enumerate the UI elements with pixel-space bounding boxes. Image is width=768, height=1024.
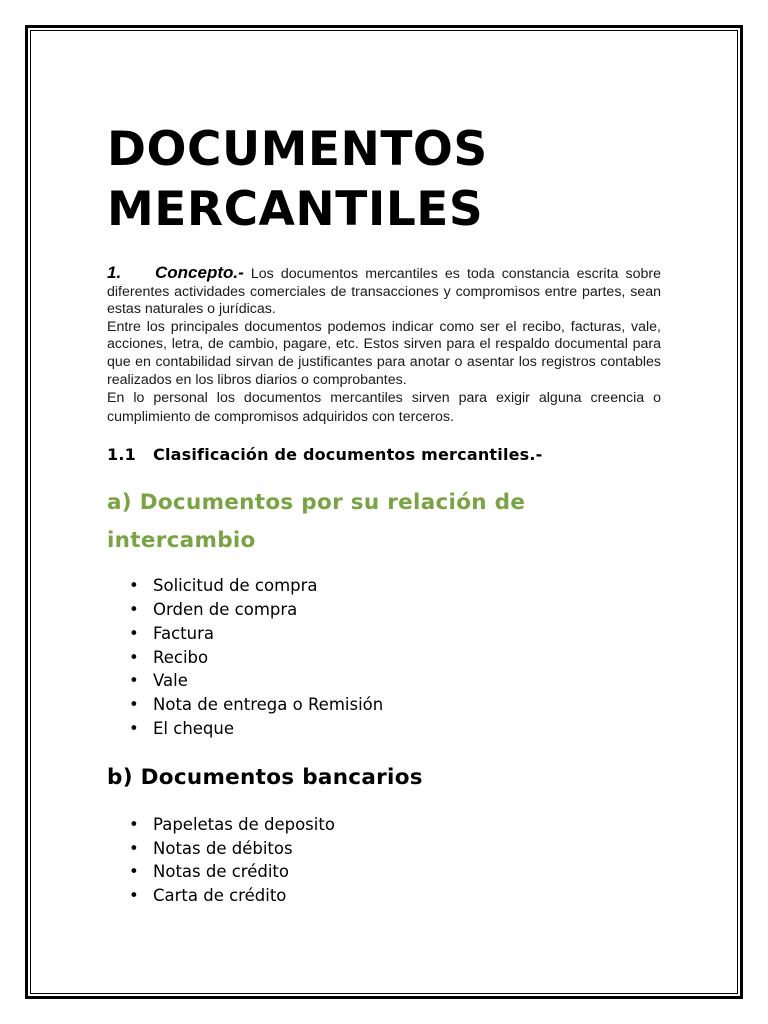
concept-paragraph-3: En lo personal los documentos mercantiles sirven para exigir alguna creencia o cumplimiento de compromisos adquiridos con terceros. (107, 390, 661, 426)
classification-number: 1.1 (107, 445, 136, 465)
bullet-icon: • (129, 718, 139, 738)
list-item (107, 717, 661, 741)
concept-paragraph-2: Entre los principales documentos podemos indicar como ser el recibo, facturas, vale, acciones, letra, de cambio, pagare, etc. Estos sirven para el respaldo documental para que en contabilidad sirvan de justificantes para anotar o asentar los registros contables realizados en los libros diarios o comprobantes. (107, 318, 661, 388)
classification-heading-text: Clasificación de documentos mercantiles.- (153, 445, 543, 465)
document-content (107, 120, 661, 908)
title-line-1: DOCUMENTOS (107, 122, 488, 177)
bullet-icon: • (129, 886, 139, 906)
bullet-icon: • (129, 862, 139, 882)
section-b-heading: b) Documentos bancarios (107, 764, 423, 790)
list-item (107, 884, 661, 908)
bullet-icon: • (129, 695, 139, 715)
bullet-icon: • (129, 576, 139, 596)
section-a-heading: a) Documentos por su relación de intercambio (107, 490, 526, 554)
list-item-text: Solicitud de compra (153, 576, 318, 596)
list-item-text: Nota de entrega o Remisión (153, 695, 384, 715)
list-item-text: Notas de crédito (153, 862, 289, 882)
concept-heading-text: Concepto.- (155, 263, 244, 282)
bullet-icon: • (129, 814, 139, 834)
list-item (107, 693, 661, 717)
concept-intro-text: Los documentos mercantiles es toda constancia escrita sobre diferentes actividades comerciales de transacciones y compromisos entre partes, sean estas naturales o jurídicas. (107, 266, 661, 318)
list-item-text: Carta de crédito (153, 886, 287, 906)
title-line-2: MERCANTILES (107, 182, 484, 237)
list-item (107, 813, 661, 837)
bullet-icon: • (129, 623, 139, 643)
document-title (107, 120, 661, 240)
list-item-text: Notas de débitos (153, 838, 293, 858)
list-item (107, 860, 661, 884)
list-item (107, 837, 661, 861)
classification-heading (107, 445, 661, 464)
concept-number: 1. (107, 263, 122, 282)
concept-heading (107, 263, 244, 282)
bullet-icon: • (129, 599, 139, 619)
bullet-icon: • (129, 671, 139, 691)
list-item-text: Recibo (153, 647, 209, 667)
list-item-text: El cheque (153, 718, 235, 738)
list-item-text: Papeletas de deposito (153, 814, 335, 834)
list-item-text: Orden de compra (153, 599, 298, 619)
bullet-icon: • (129, 838, 139, 858)
list-item (107, 574, 661, 598)
bullet-icon: • (129, 647, 139, 667)
list-item (107, 646, 661, 670)
list-item (107, 669, 661, 693)
list-item-text: Vale (153, 671, 188, 691)
section-b-list (107, 813, 661, 908)
list-item (107, 598, 661, 622)
section-a-list (107, 574, 661, 741)
list-item (107, 622, 661, 646)
concept-paragraph (107, 264, 661, 319)
list-item-text: Factura (153, 623, 214, 643)
